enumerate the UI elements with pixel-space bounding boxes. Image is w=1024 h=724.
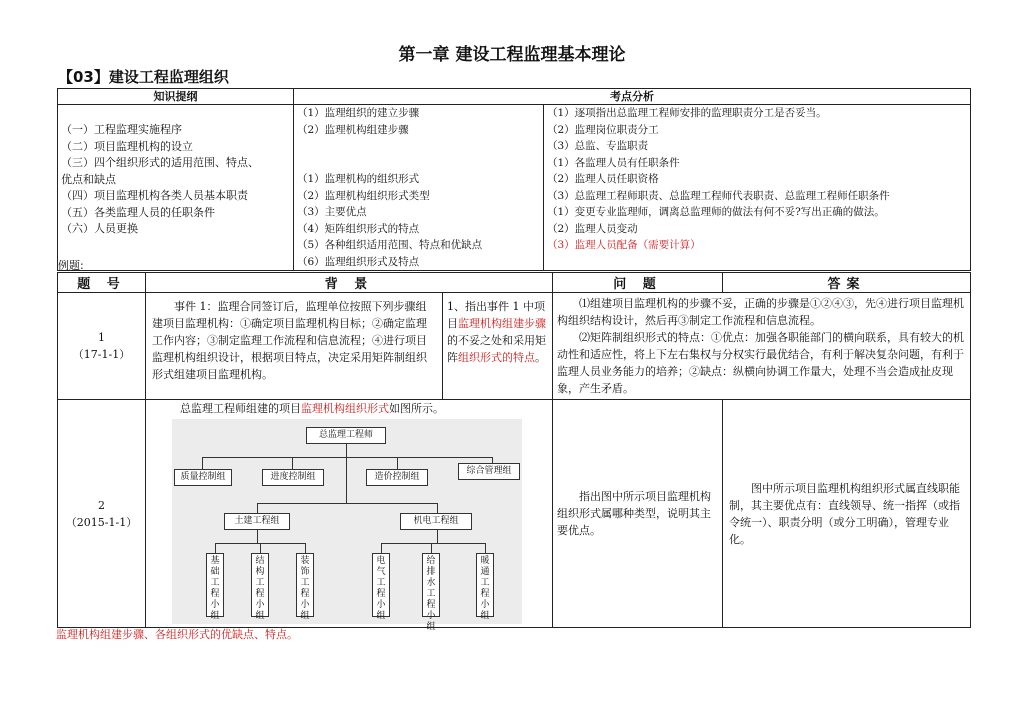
analysis-item: （3）总监、专监职责: [547, 140, 649, 152]
outline-item: 优点和缺点: [61, 172, 116, 186]
org-node-group: 质量控制组: [174, 469, 232, 486]
row2-code: （2015-1-1）: [65, 515, 138, 529]
header-background: 背 景: [146, 273, 553, 293]
org-node-group: 进度控制组: [262, 469, 324, 486]
org-node-civil-sub: 结构工程小组: [251, 553, 269, 617]
analysis-item-highlight: （3）监理人员配备（需要计算）: [547, 239, 701, 251]
row1-code: （17-1-1）: [72, 348, 131, 361]
org-node-civil: 土建工程组: [224, 513, 290, 530]
header-answer: 答案: [723, 273, 971, 293]
topic-item: （1）监理机构的组织形式: [297, 173, 420, 185]
analysis-cell: [544, 105, 971, 271]
row1-background: 事件 1：监理合同签订后，监理单位按照下列步骤组建项目监理机构：①确定项目监理机构目标；②确定监理工作内容；③制定监理工作流程和信息流程；④进行项目监理机构组织设计，根据项目特点，决定采用矩阵制组织形式组建项目监理机构。: [152, 300, 427, 381]
outline-item: （三）四个组织形式的适用范围、特点、: [61, 156, 259, 169]
row1-question-text: 。: [535, 351, 546, 364]
outline-item: （六）人员更换: [61, 222, 138, 235]
outline-item: （四）项目监理机构各类人员基本职责: [61, 189, 248, 202]
org-node-civil-sub: 装饰工程小组: [296, 553, 314, 617]
row2-number: 2: [98, 498, 105, 512]
analysis-item: （1）各监理人员有任职条件: [547, 156, 680, 169]
row1-answer-1: ⑴组建项目监理机构的步骤不妥，正确的步骤是①②④③，先④进行项目监理机构组织结构设计，然后再③制定工作流程和信息流程。: [557, 297, 964, 327]
topic-item: （2）监理机构组织形式类型: [297, 189, 430, 202]
outline-cell: [58, 105, 294, 271]
topic-item: （4）矩阵组织形式的特点: [297, 222, 420, 235]
row2-answer: 图中所示项目监理机构组织形式属直线职能制，其主要优点有：直线领导、统一指挥（或指令统一）、职责分明（或分工明确），管理专业化。: [729, 481, 960, 546]
header-outline: 知识提纲: [58, 89, 294, 105]
topic-item: [297, 138, 540, 155]
topic-item: （3）主要优点: [297, 206, 367, 218]
row2-background-text: 如图所示。: [389, 402, 444, 415]
outline-item: （一）工程监理实施程序: [61, 123, 182, 136]
org-chart: [172, 419, 522, 632]
org-node-chief: 总监理工程师: [306, 427, 386, 444]
outline-item: （二）项目监理机构的设立: [61, 139, 193, 153]
page-title: 第一章 建设工程监理基本理论: [398, 45, 626, 65]
section-heading: 【03】建设工程监理组织: [58, 68, 229, 86]
analysis-item: （1）逐项指出总监理工程师安排的监理职责分工是否妥当。: [547, 107, 827, 119]
org-node-group: 综合管理组: [458, 463, 520, 480]
topic-item: （6）监理组织形式及特点: [297, 255, 420, 268]
org-node-group: 造价控制组: [366, 469, 428, 486]
row1-answer-2: ⑵矩阵制组织形式的特点：①优点：加强各职能部门的横向联系，具有较大的机动性和适应性，将上下左右集权与分权实行最优结合，有利于解决复杂问题，有利于监理人员业务能力的培养；②缺点：纵横向协调工作量大，处理不当会造成扯皮现象，产生矛盾。: [557, 331, 964, 395]
org-node-mech-sub: 电气工程小组: [372, 553, 390, 617]
topic-item: [297, 155, 540, 172]
header-analysis: 考点分析: [294, 89, 971, 105]
row2-question: 指出图中所示项目监理机构组织形式属哪种类型，说明其主要优点。: [557, 490, 711, 537]
header-question: 问 题: [553, 273, 723, 293]
example-label: 例题:: [58, 259, 84, 272]
analysis-item: （2）监理岗位职责分工: [547, 123, 659, 136]
topic-item: （1）监理组织的建立步骤: [297, 107, 420, 119]
row2-question-cell: [553, 400, 723, 628]
row1-question-text: 的不妥之处和采用矩阵: [447, 334, 546, 364]
row1-number-cell: [58, 293, 146, 400]
org-node-mech-sub: 暖通工程小组: [476, 553, 494, 617]
knowledge-table: [57, 88, 971, 271]
row2-background-keyword: 监理机构组织形式: [301, 402, 389, 415]
analysis-item: （2）监理人员变动: [547, 222, 638, 235]
topics-cell: [294, 105, 544, 271]
row1-answer-cell: [553, 293, 971, 400]
analysis-item: （2）监理人员任职资格: [547, 173, 659, 185]
row2-number-cell: [58, 400, 146, 628]
row1-question-cell: [443, 293, 553, 400]
org-node-mech: 机电工程组: [400, 513, 472, 530]
analysis-item: （1）变更专业监理师，调离总监理师的做法有何不妥?写出正确的做法。: [547, 206, 885, 218]
org-node-civil-sub: 基础工程小组: [206, 553, 224, 617]
examples-table: [57, 272, 971, 632]
row2-answer-cell: [723, 400, 971, 628]
row1-number: 1: [98, 331, 105, 344]
org-node-mech-sub: 给排水工程小组: [422, 553, 440, 617]
row1-background-cell: [146, 293, 443, 400]
topic-item: （5）各种组织适用范围、特点和优缺点: [297, 239, 483, 251]
row2-background-cell: [146, 400, 553, 632]
header-number: 题 号: [58, 273, 146, 293]
row1-question-keyword: 监理机构组建步骤: [458, 317, 546, 330]
outline-item: （五）各类监理人员的任职条件: [61, 205, 215, 219]
row1-question-keyword: 组织形式的特点: [458, 351, 535, 364]
topic-item: （2）监理机构组建步骤: [297, 123, 409, 136]
row1-question-text: 1、指出事件 1 中项目: [447, 300, 545, 330]
row2-background: [150, 400, 548, 417]
footer-note: 监理机构组建步骤、各组织形式的优缺点、特点。: [56, 628, 298, 641]
analysis-item: （3）总监理工程师职责、总监理工程师代表职责、总监理工程师任职条件: [547, 189, 890, 202]
row2-background-text: 总监理工程师组建的项目: [180, 402, 301, 415]
